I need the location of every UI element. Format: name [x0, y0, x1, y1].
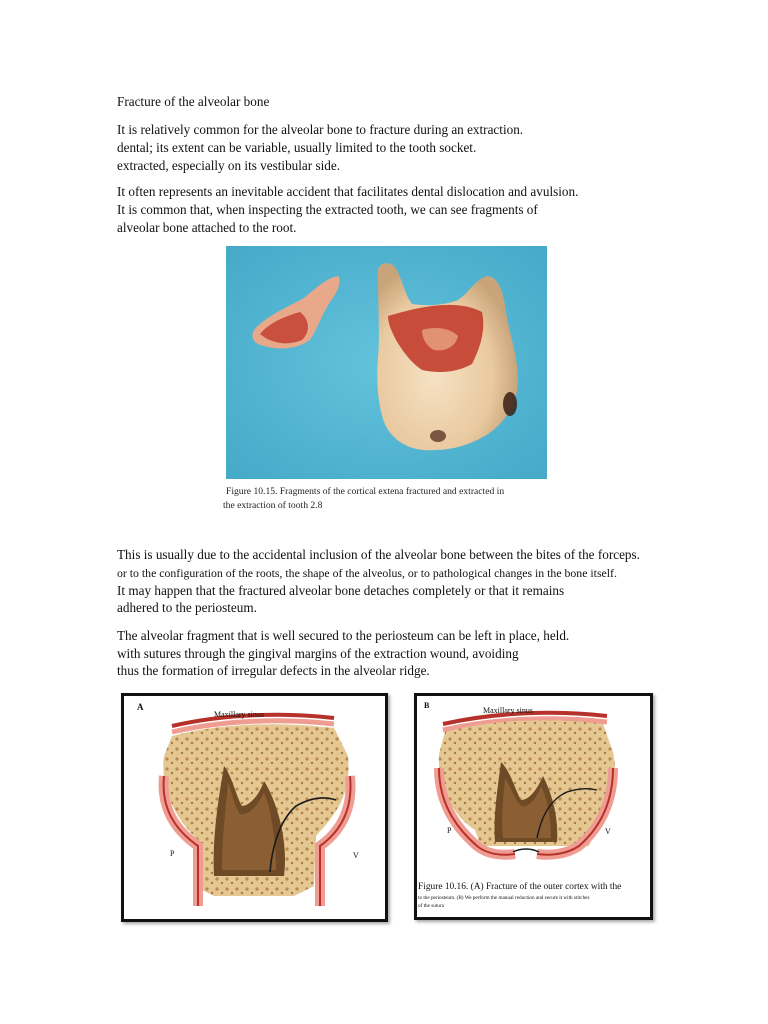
paragraph-4-line-2: with sutures through the gingival margins of the extraction wound, avoiding [117, 646, 519, 661]
figure-b-caption-line-1: Figure 10.16. (A) Fracture of the outer cortex with the [418, 882, 622, 892]
paragraph-2-line-2: It is common that, when inspecting the extracted tooth, we can see fragments of [117, 202, 538, 217]
paragraph-3-line-1: This is usually due to the accidental inclusion of the alveolar bone between the bites of the forceps. [117, 547, 640, 562]
paragraph-1-line-2: dental; its extent can be variable, usually limited to the tooth socket. [117, 140, 477, 155]
figure-a-label-p: P [170, 849, 175, 858]
figure-b-label-p: P [447, 826, 452, 835]
figure-b-letter: B [424, 701, 430, 710]
figure-a-letter: A [137, 702, 144, 712]
figure-a-label-v: V [353, 851, 359, 860]
figure-a-sinus-label: Maxillary sinus [214, 710, 264, 719]
paragraph-4-line-3: thus the formation of irregular defects in the alveolar ridge. [117, 663, 430, 678]
paragraph-4-line-1: The alveolar fragment that is well secured to the periosteum can be left in place, held. [117, 628, 570, 643]
paragraph-2-line-3: alveolar bone attached to the root. [117, 220, 297, 235]
figure-a-diagram [121, 693, 388, 922]
figure-b-caption-line-2: to the periosteum. (B) We perform the manual reduction and secure it with stitches [418, 895, 590, 901]
paragraph-3-line-2: or to the configuration of the roots, the shape of the alveolus, or to pathological changes in the bone itself. [117, 566, 617, 580]
paragraph-1-line-3: extracted, especially on its vestibular side. [117, 158, 341, 173]
figure-a-illustration [124, 696, 385, 919]
figure-b-caption-line-3: of the sutura [418, 903, 444, 909]
extracted-tooth-photo [226, 246, 547, 479]
figure-1-caption-line-2: the extraction of tooth 2.8 [223, 500, 323, 511]
figure-b-sinus-label: Maxillary sinus [483, 706, 533, 715]
paragraph-3-line-3: It may happen that the fractured alveolar bone detaches completely or that it remains [117, 583, 565, 598]
paragraph-1-line-1: It is relatively common for the alveolar bone to fracture during an extraction. [117, 122, 524, 137]
section-heading: Fracture of the alveolar bone [117, 94, 270, 109]
paragraph-2-line-1: It often represents an inevitable accident that facilitates dental dislocation and avulsion. [117, 184, 579, 199]
figure-b-diagram [414, 693, 653, 920]
paragraph-3-line-4: adhered to the periosteum. [117, 600, 257, 615]
figure-b-label-v: V [605, 827, 611, 836]
figure-1-caption-line-1: Figure 10.15. Fragments of the cortical extena fractured and extracted in [226, 486, 505, 497]
